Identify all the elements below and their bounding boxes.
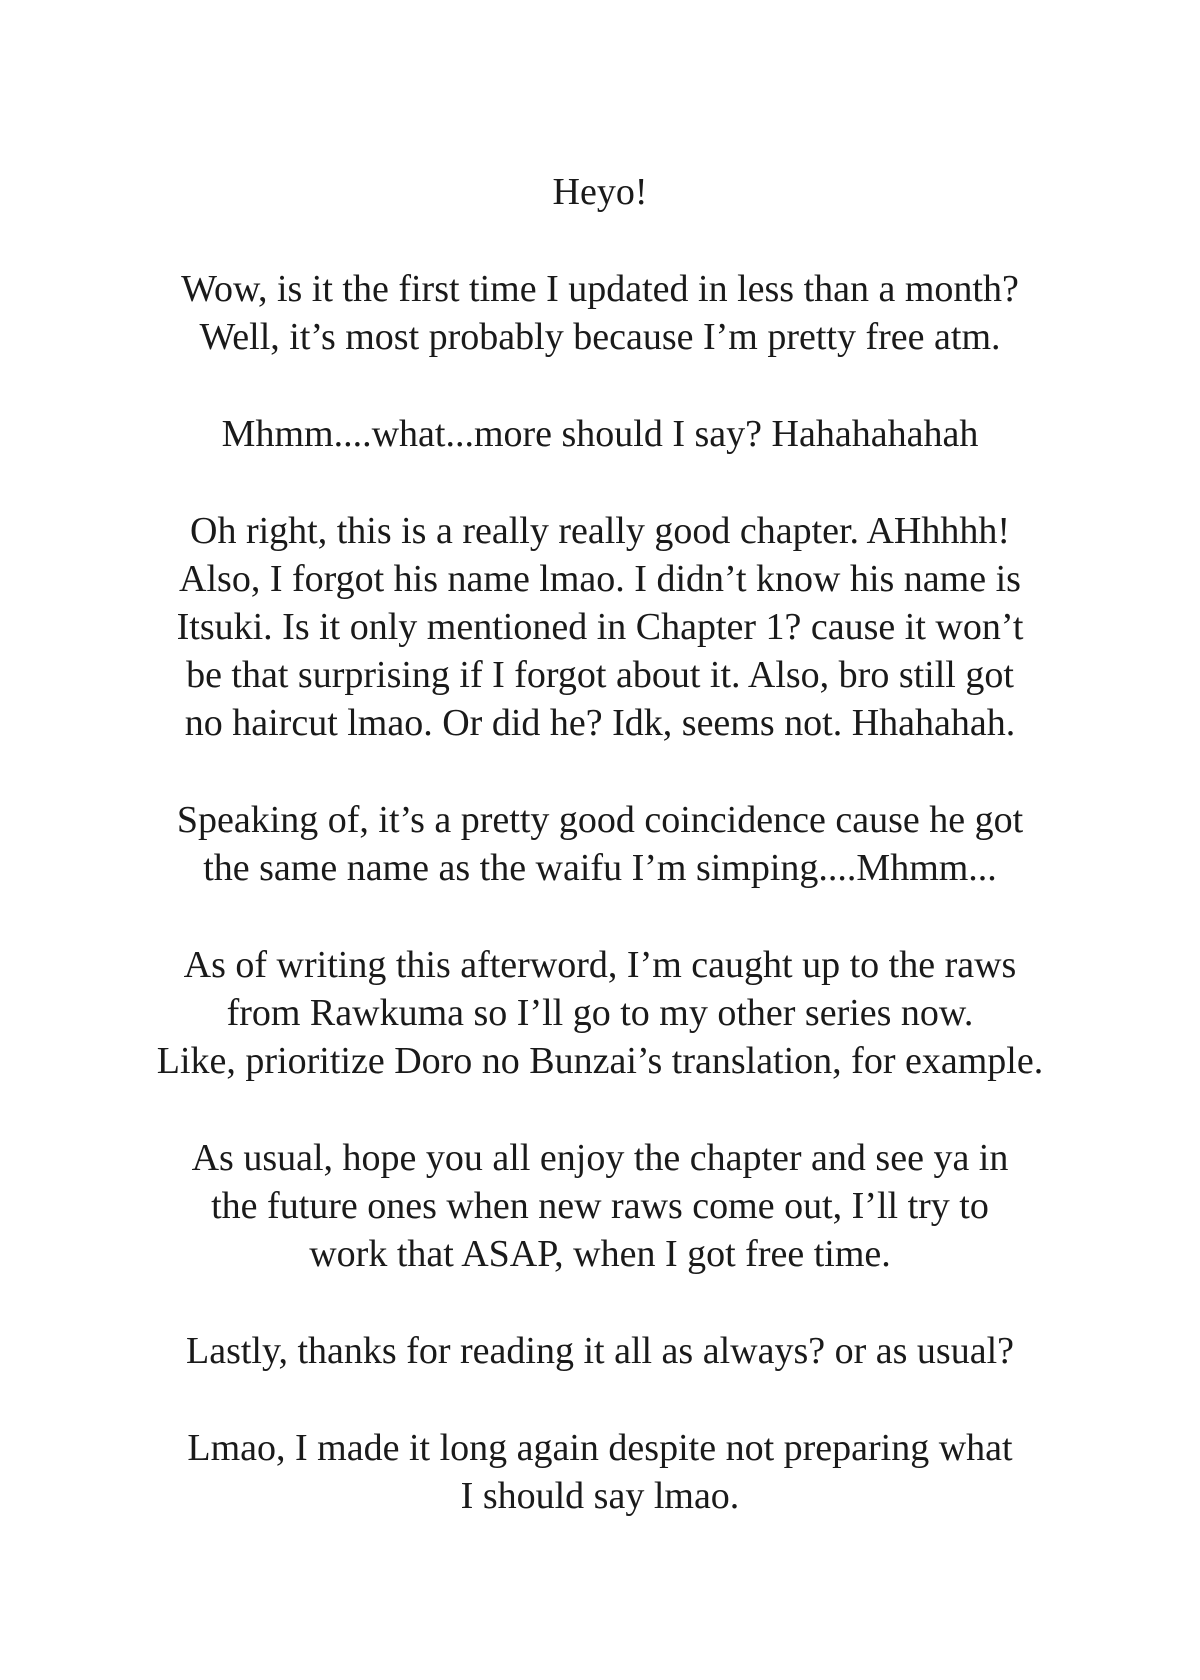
text-line: Wow, is it the first time I updated in less than a month?: [181, 268, 1019, 310]
paragraph-greeting: [0, 168, 1200, 216]
paragraph-chapter-comment: [0, 507, 1200, 747]
afterword-text: [0, 168, 1200, 1569]
text-line: As usual, hope you all enjoy the chapter and see ya in: [191, 1137, 1009, 1179]
text-line: work that ASAP, when I got free time.: [309, 1233, 891, 1275]
text-line: I should say lmao.: [460, 1475, 740, 1517]
paragraph-closing: [0, 1424, 1200, 1520]
text-line: Itsuki. Is it only mentioned in Chapter 1? cause it won’t: [176, 606, 1024, 648]
text-line: Like, prioritize Doro no Bunzai’s translation, for example.: [156, 1040, 1044, 1082]
paragraph-enjoy: [0, 1134, 1200, 1278]
text-line: from Rawkuma so I’ll go to my other series now.: [226, 992, 974, 1034]
text-line: the same name as the waifu I’m simping....Mhmm...: [203, 847, 997, 889]
text-line: Lastly, thanks for reading it all as always? or as usual?: [185, 1330, 1014, 1372]
text-line: Mhmm....what...more should I say? Hahahahahah: [221, 413, 979, 455]
paragraph-progress: [0, 941, 1200, 1085]
text-line: Oh right, this is a really really good chapter. AHhhhh!: [190, 510, 1010, 552]
text-line: Lmao, I made it long again despite not preparing what: [187, 1427, 1013, 1469]
text-line: Speaking of, it’s a pretty good coincidence cause he got: [176, 799, 1024, 841]
text-line: As of writing this afterword, I’m caught up to the raws: [183, 944, 1017, 986]
text-line: Well, it’s most probably because I’m pretty free atm.: [199, 316, 1001, 358]
text-line: Heyo!: [552, 171, 648, 213]
paragraph-musing: [0, 410, 1200, 458]
text-line: no haircut lmao. Or did he? Idk, seems not. Hhahahah.: [184, 702, 1016, 744]
text-line: be that surprising if I forgot about it. Also, bro still got: [186, 654, 1014, 696]
paragraph-coincidence: [0, 796, 1200, 892]
paragraph-update-note: [0, 265, 1200, 361]
paragraph-thanks: [0, 1327, 1200, 1375]
text-line: Also, I forgot his name lmao. I didn’t know his name is: [179, 558, 1021, 600]
text-line: the future ones when new raws come out, I’ll try to: [211, 1185, 989, 1227]
